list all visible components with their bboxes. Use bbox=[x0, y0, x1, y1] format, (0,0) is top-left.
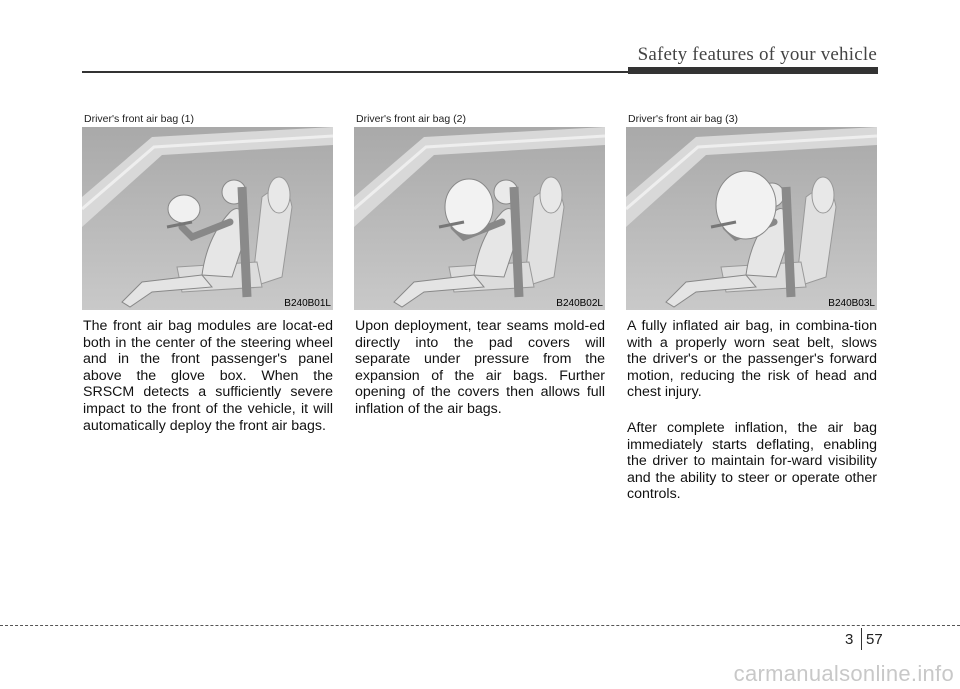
footer-rule bbox=[0, 625, 960, 626]
figure-illustration bbox=[626, 127, 877, 310]
figure-airbag-1 bbox=[82, 113, 333, 310]
body-paragraph: A fully inflated air bag, in combina-tion with a properly worn seat belt, slows the driver's or the passenger's forward motion, reducing the risk of head and chest injury. bbox=[627, 318, 877, 401]
body-paragraph: After complete inflation, the air bag immediately starts deflating, enabling the driver to maintain for-ward visibility and the ability to steer or operate other controls. bbox=[627, 420, 877, 503]
header-rule-accent bbox=[628, 67, 878, 74]
figure-caption: Driver's front air bag (3) bbox=[628, 113, 738, 125]
body-paragraph: Upon deployment, tear seams mold-ed directly into the pad covers will separate under pressure from the expansion of the air bags. Further opening of the covers then allows full inflation of the air bags. bbox=[355, 318, 605, 417]
watermark: carmanualsonline.info bbox=[733, 661, 954, 686]
figure-caption: Driver's front air bag (2) bbox=[356, 113, 466, 125]
figure-airbag-3 bbox=[626, 113, 877, 310]
figure-illustration bbox=[354, 127, 605, 310]
page-number: 57 bbox=[866, 631, 883, 648]
header-title: Safety features of your vehicle bbox=[637, 44, 877, 65]
header-rule bbox=[82, 71, 628, 73]
body-paragraph: The front air bag modules are locat-ed both in the center of the steering wheel and in the front passenger's panel above the glove box. When the SRSCM detects a sufficiently severe impact to the front of the vehicle, it will automatically deploy the front air bags. bbox=[83, 318, 333, 434]
figure-illustration bbox=[82, 127, 333, 310]
figure-code: B240B03L bbox=[828, 298, 875, 309]
figure-code: B240B02L bbox=[556, 298, 603, 309]
figure-airbag-2 bbox=[354, 113, 605, 310]
chapter-number: 3 bbox=[845, 631, 854, 648]
figure-code: B240B01L bbox=[284, 298, 331, 309]
page-number-divider bbox=[861, 628, 862, 650]
figure-caption: Driver's front air bag (1) bbox=[84, 113, 194, 125]
